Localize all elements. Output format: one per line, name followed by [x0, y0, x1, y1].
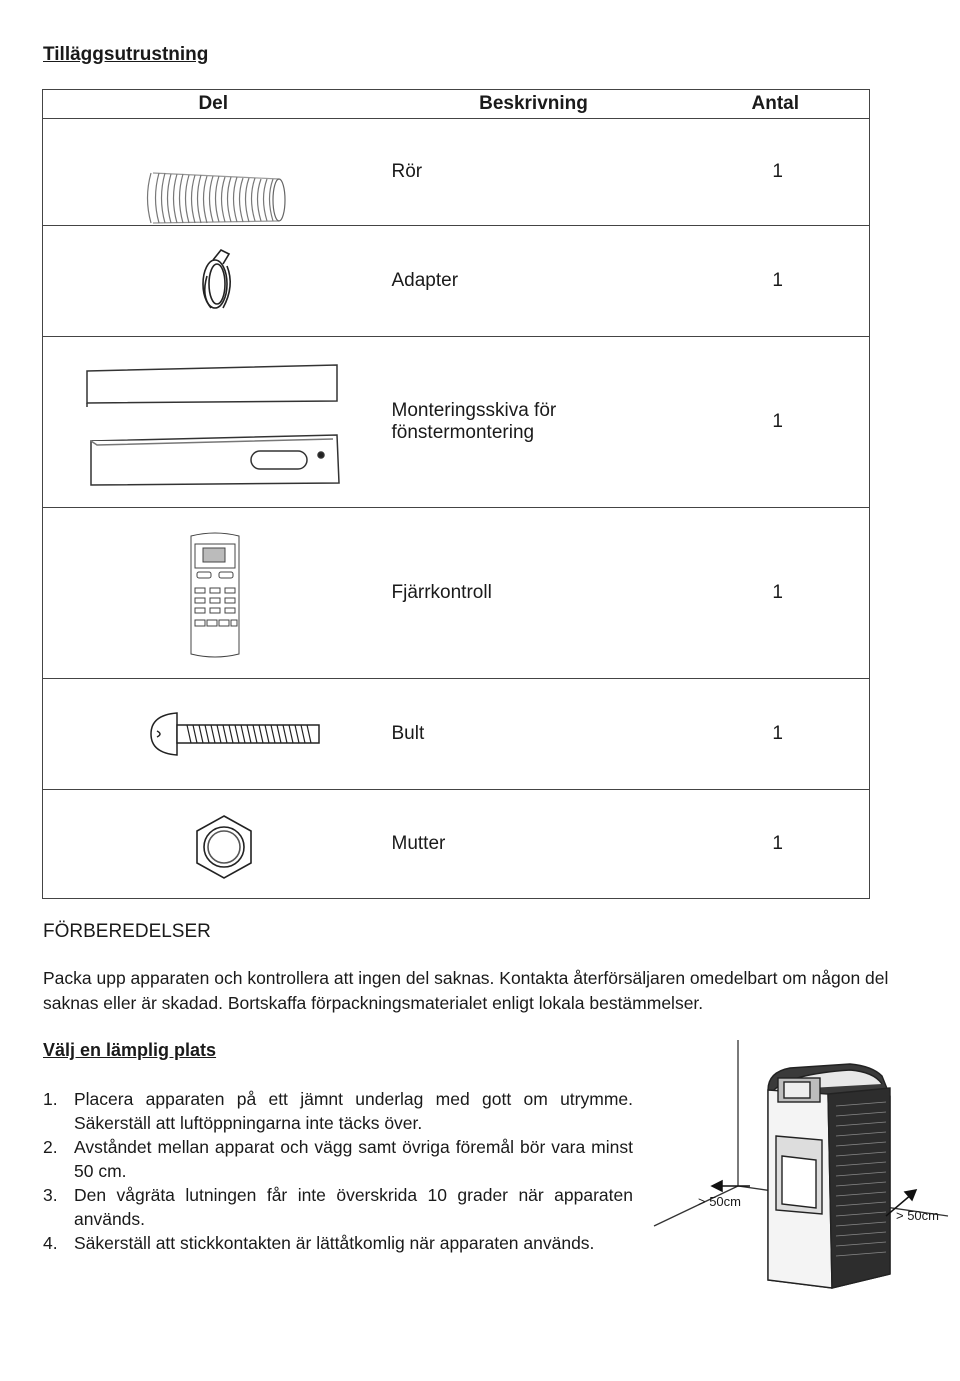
clearance-label-left: > 50cm: [698, 1194, 741, 1209]
table-row: [43, 508, 870, 679]
part-description: Fjärrkontroll: [384, 508, 684, 679]
air-conditioner-illustration: [650, 1036, 950, 1296]
section-heading: FÖRBEREDELSER: [43, 921, 211, 942]
accessories-table: [42, 89, 870, 899]
part-image-cell: [43, 337, 384, 508]
part-quantity: 1: [684, 790, 870, 899]
intro-paragraph: Packa upp apparaten och kontrollera att ingen del saknas. Kontakta återförsäljaren omedelbart om någon del saknas eller är skadad. Bortskaffa förpackningsmaterialet enligt lokala bestämmelser.: [43, 968, 889, 1013]
part-image-cell: [43, 679, 384, 790]
remote-control-icon: [187, 530, 243, 660]
part-description: Adapter: [384, 226, 684, 337]
subheading: Välj en lämplig plats: [43, 1040, 217, 1060]
part-quantity: 1: [684, 508, 870, 679]
steps-list: [43, 1087, 633, 1255]
table-row: [43, 119, 870, 226]
list-item: [43, 1183, 633, 1231]
nut-icon: [189, 812, 259, 882]
page-title: Tilläggsutrustning: [43, 44, 209, 65]
part-image-cell: [43, 790, 384, 899]
table-row: [43, 337, 870, 508]
part-quantity: 1: [684, 226, 870, 337]
part-description: Monteringsskiva för fönstermontering: [384, 337, 684, 508]
part-image-cell: [43, 508, 384, 679]
part-quantity: 1: [684, 119, 870, 226]
list-item: [43, 1135, 633, 1183]
column-header: Antal: [684, 90, 870, 119]
table-row: [43, 790, 870, 899]
list-item: [43, 1087, 633, 1135]
bolt-icon: [147, 709, 327, 759]
part-quantity: 1: [684, 679, 870, 790]
part-description: Mutter: [384, 790, 684, 899]
step-text: Säkerställ att stickkontakten är lättåtkomlig när apparaten används.: [74, 1233, 595, 1253]
column-header: Del: [43, 90, 384, 119]
table-row: [43, 226, 870, 337]
table-row: [43, 679, 870, 790]
step-text: Avståndet mellan apparat och vägg samt övriga föremål bör vara minst 50 cm.: [74, 1137, 633, 1181]
part-quantity: 1: [684, 337, 870, 508]
window-panel-icon: [83, 361, 353, 491]
step-number: 4.: [43, 1233, 58, 1253]
table-header-row: [43, 90, 870, 119]
step-number: 1.: [43, 1089, 58, 1109]
hose-icon: [139, 163, 289, 233]
part-description: Bult: [384, 679, 684, 790]
part-image-cell: [43, 119, 384, 226]
step-number: 3.: [43, 1185, 58, 1205]
step-text: Placera apparaten på ett jämnt underlag med gott om utrymme. Säkerställ att luftöppningarna inte täcks över.: [74, 1089, 633, 1133]
placement-illustration: [650, 1036, 950, 1296]
step-number: 2.: [43, 1137, 58, 1157]
part-image-cell: [43, 226, 384, 337]
column-header: Beskrivning: [384, 90, 684, 119]
clearance-label-right: > 50cm: [896, 1208, 939, 1223]
list-item: [43, 1231, 633, 1255]
step-text: Den vågräta lutningen får inte överskrida 10 grader när apparaten används.: [74, 1185, 633, 1229]
adapter-icon: [193, 246, 243, 316]
part-description: Rör: [384, 119, 684, 226]
